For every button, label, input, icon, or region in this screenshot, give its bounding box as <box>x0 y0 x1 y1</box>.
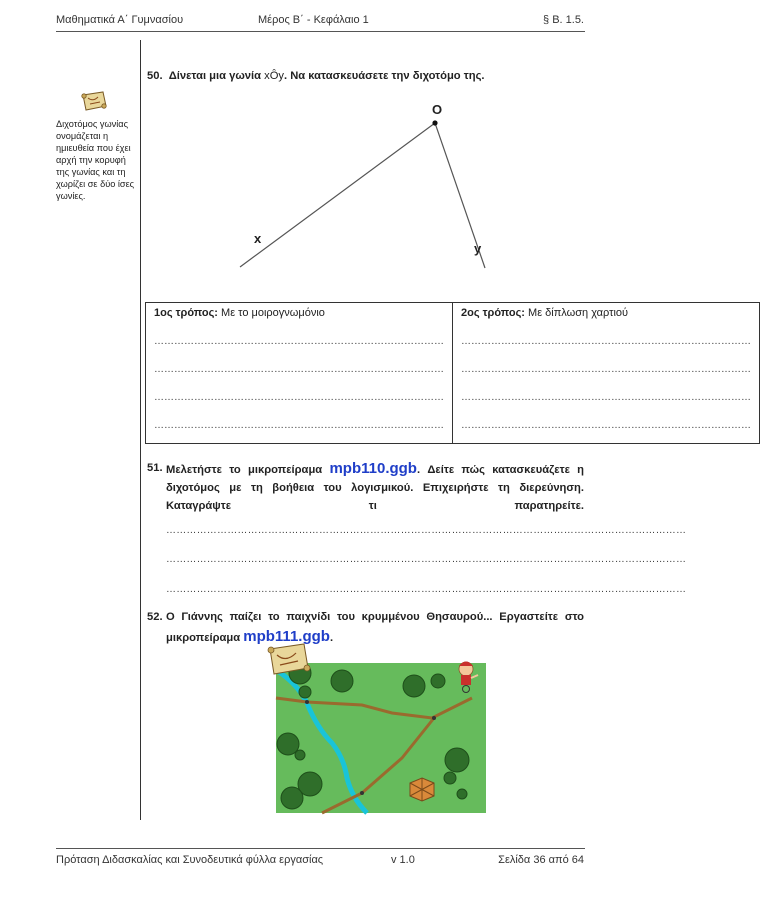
question-text: Δίνεται μια γωνία <box>168 70 265 82</box>
method-2-text: Με δίπλωση χαρτιού <box>524 307 629 319</box>
question-text: μικροπείραμα <box>166 632 244 644</box>
question-text: . Δείτε πώς κατασκευάζετε η διχοτόμος με τη βοήθεια του λογισμικού. Επιχειρήστε τη διερεύνηση. Καταγράψτε τι παρατηρείτε. <box>166 464 584 512</box>
answer-line[interactable]: …………………………………………………………………………… <box>461 392 751 403</box>
vertex-point <box>432 120 437 125</box>
margin-rule <box>140 40 141 820</box>
answer-line[interactable]: ……………………………………………………………………………………………………………………………………… <box>166 525 687 536</box>
tree-icon <box>299 686 311 698</box>
tree-icon <box>403 675 425 697</box>
treasure-map-image <box>262 643 492 815</box>
method-1-cell <box>146 303 453 444</box>
bisector-definition-note: Διχοτόμος γωνίας ονομάζεται η ημιευθεία που έχει αρχή την κορυφή της γωνίας και τη χωρίζει σε δύο ίσες γωνίες. <box>56 119 135 201</box>
method-1-text: Με το μοιρογνωμόνιο <box>217 307 325 319</box>
mpb111-link[interactable]: mpb111.ggb <box>243 628 330 645</box>
tree-icon <box>331 670 353 692</box>
mpb110-link[interactable]: mpb110.ggb <box>329 460 417 477</box>
tree-icon <box>431 674 445 688</box>
answer-line[interactable]: …………………………………………………………………………… <box>461 364 751 375</box>
header-right: § Β. 1.5. <box>543 14 584 26</box>
ray-ox <box>240 123 435 267</box>
answer-line[interactable]: …………………………………………………………………………… <box>461 420 751 431</box>
angle-symbol: xÔy <box>264 70 284 82</box>
tree-icon <box>444 772 456 784</box>
question-text: . <box>329 632 334 644</box>
map-scroll-icon <box>80 90 108 112</box>
answer-line[interactable]: …………………………………………………………………………… <box>154 336 444 347</box>
question-51-number: 51. <box>147 462 163 474</box>
method-1-label: 1ος τρόπος: <box>154 307 218 319</box>
answer-line[interactable]: …………………………………………………………………………… <box>461 336 751 347</box>
path-point <box>432 716 436 720</box>
footer-version: v 1.0 <box>391 854 415 866</box>
tree-icon <box>281 787 303 809</box>
answer-line[interactable]: …………………………………………………………………………… <box>154 392 444 403</box>
path-point <box>305 700 309 704</box>
tree-icon <box>457 789 467 799</box>
x-label: x <box>254 231 262 246</box>
method-2-label: 2ος τρόπος: <box>461 307 525 319</box>
answer-line[interactable]: ……………………………………………………………………………………………………………………………………… <box>166 584 687 595</box>
y-label: y <box>474 241 482 256</box>
header-divider <box>56 31 585 32</box>
footer-divider <box>56 848 585 849</box>
question-50 <box>147 70 587 82</box>
question-52-line1: Ο Γιάννης παίζει το παιχνίδι του κρυμμένου Θησαυρού... Εργαστείτε στο <box>166 611 584 623</box>
header-center: Μέρος Β΄ - Κεφάλαιο 1 <box>258 14 369 26</box>
question-text: Μελετήστε το μικροπείραμα <box>166 464 330 476</box>
angle-figure <box>230 100 500 272</box>
question-number: 50. <box>147 70 163 82</box>
path-point <box>360 791 364 795</box>
question-52-number: 52. <box>147 611 163 623</box>
footer-page: Σελίδα 36 από 64 <box>498 854 584 866</box>
tree-icon <box>445 748 469 772</box>
question-51-text <box>166 460 584 515</box>
answer-line[interactable]: …………………………………………………………………………… <box>154 364 444 375</box>
vertex-label: O <box>432 102 443 117</box>
answer-line[interactable]: ……………………………………………………………………………………………………………………………………… <box>166 554 687 565</box>
methods-table <box>145 302 760 444</box>
tree-icon <box>295 750 305 760</box>
question-text: . Να κατασκευάσετε την διχοτόμο της. <box>283 70 485 82</box>
treasure-hexagon-icon <box>410 778 434 801</box>
answer-line[interactable]: …………………………………………………………………………… <box>154 420 444 431</box>
header-left: Μαθηματικά Α΄ Γυμνασίου <box>56 14 184 26</box>
method-2-cell <box>453 303 760 444</box>
footer-left: Πρόταση Διδασκαλίας και Συνοδευτικά φύλλα εργασίας <box>56 854 324 866</box>
